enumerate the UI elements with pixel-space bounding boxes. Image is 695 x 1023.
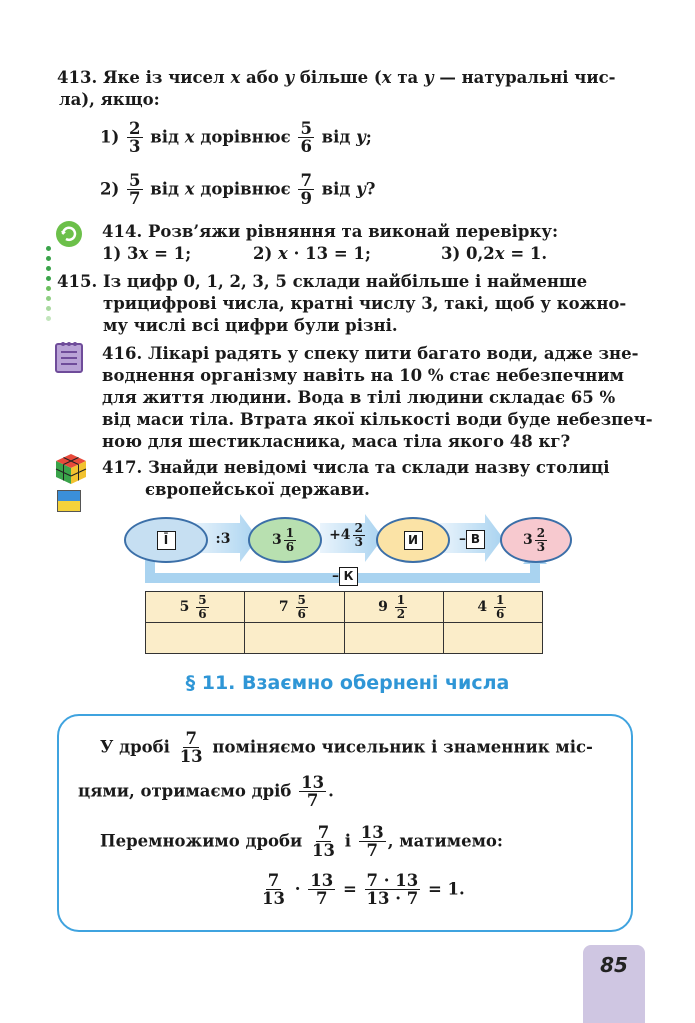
dot (46, 266, 51, 271)
fraction: $\frac{5}{6}$ (300, 119, 312, 157)
table-cell (443, 623, 542, 654)
rubik-cube-icon (54, 452, 88, 486)
notebook-icon (54, 340, 84, 374)
chain-op-add: +4 $\frac{2}{3}$ (329, 520, 363, 549)
equation-1: 1) 3x = 1; (102, 244, 192, 263)
dot (46, 256, 51, 261)
letter-box: К (339, 567, 358, 586)
problem-413-line1: 413. Яке із чисел x або y більше (x та y — натуральні чис- (57, 68, 616, 87)
equation-3: 3) 0,2x = 1. (441, 244, 548, 263)
table-cell (344, 623, 443, 654)
problem-413-line2: ла), якщо: (59, 90, 160, 109)
dot (46, 306, 51, 311)
dot (46, 276, 51, 281)
dot (46, 316, 51, 321)
fraction: $\frac{7}{9}$ (300, 171, 312, 209)
chain-oval-2: 3 $\frac{1}{6}$ (248, 517, 322, 563)
problem-number: 417. (102, 458, 143, 477)
letter-box: Ī (157, 531, 176, 550)
problem-number: 413. (57, 68, 98, 87)
chain-op-divide: :3 (215, 531, 231, 547)
letter-box: И (404, 531, 423, 550)
dot (46, 296, 51, 301)
section-title: § 11. Взаємно обернені числа (185, 672, 510, 694)
table-cell (146, 623, 245, 654)
repeat-icon (55, 220, 83, 248)
equation-2: 2) x · 13 = 1; (253, 244, 371, 263)
chain-op-subtract: – В (450, 524, 494, 554)
page-number: 85 (583, 945, 645, 1023)
fraction: $\frac{2}{3}$ (129, 119, 141, 157)
table-row (146, 592, 543, 623)
dot (46, 246, 51, 251)
answer-table (145, 591, 543, 654)
problem-number: 415. (57, 272, 98, 291)
problem-413-item2: 2) $\frac{5}{7}$ від x дорівнює $\frac{7}{9}$ від y? (100, 171, 376, 209)
table-row (146, 623, 543, 654)
table-cell: 4 $\frac{1}{6}$ (443, 592, 542, 623)
chain-oval-4: 3 $\frac{2}{3}$ (500, 517, 572, 563)
chain-oval-3 (376, 517, 450, 563)
equation: $\frac{7}{13}$ · $\frac{13}{7}$ = $\frac{7 \cdot 13}{13 \cdot 7}$ = 1. (262, 871, 465, 909)
fraction: $\frac{5}{7}$ (129, 171, 141, 209)
dot (46, 286, 51, 291)
problem-number: 414. (102, 222, 143, 241)
chain-oval-1 (124, 517, 208, 563)
problem-number: 416. (102, 344, 143, 363)
chain-op-back: – К (328, 565, 362, 587)
problem-413-item1: 1) $\frac{2}{3}$ від x дорівнює $\frac{5}{6}$ від y; (100, 119, 372, 157)
table-cell: 7 $\frac{5}{6}$ (245, 592, 344, 623)
table-cell: 5 $\frac{5}{6}$ (146, 592, 245, 623)
ukraine-flag-icon (57, 490, 81, 512)
table-cell (245, 623, 344, 654)
table-cell: 9 $\frac{1}{2}$ (344, 592, 443, 623)
letter-box: В (466, 530, 485, 549)
